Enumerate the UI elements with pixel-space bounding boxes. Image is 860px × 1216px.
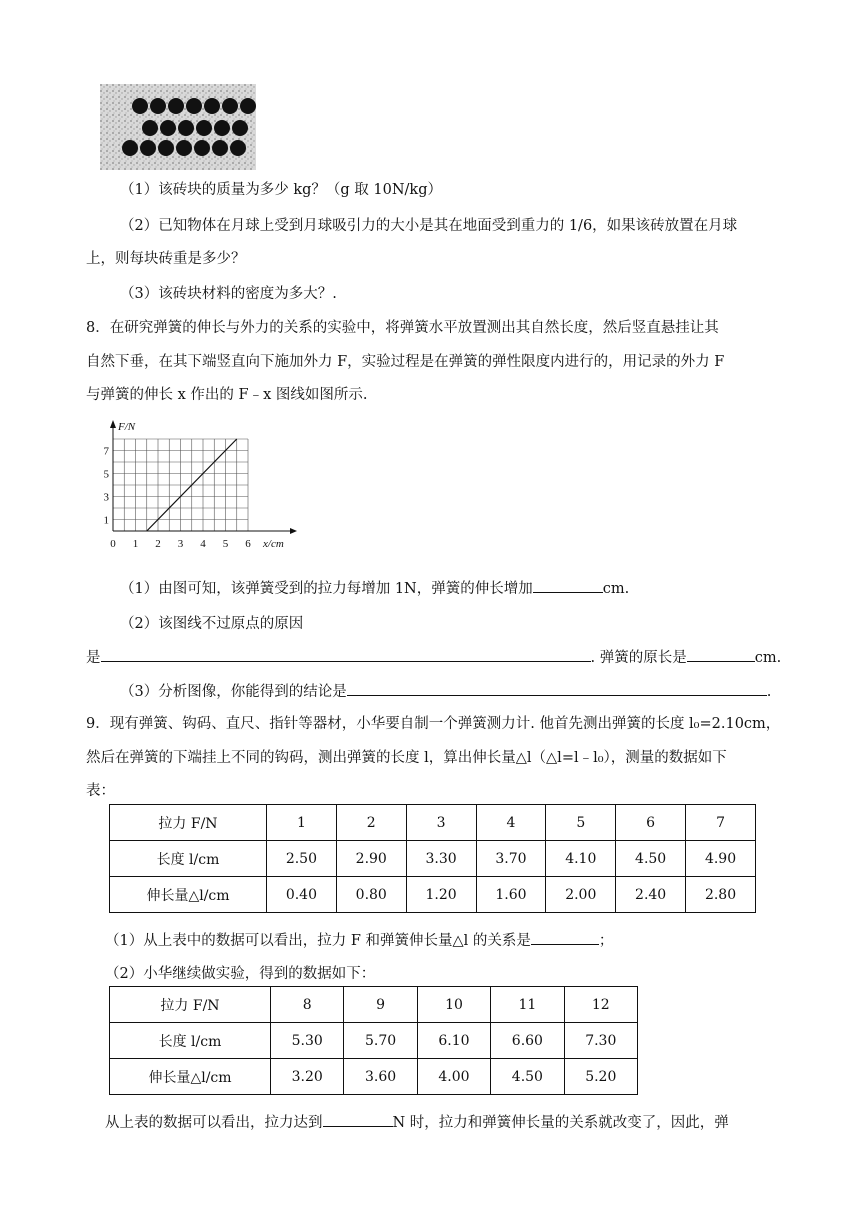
q8-sub1: （1）由图可知，该弹簧受到的拉力每增加 1N，弹簧的伸长增加 cm. [120,576,629,598]
q9-last-line: 从上表的数据可以看出，拉力达到 N 时，拉力和弹簧伸长量的关系就改变了，因此，弹 [105,1110,729,1132]
q7-sub2-line2: 上，则每块砖重是多少？ [86,251,246,267]
brick-hole [240,98,256,114]
row-header-cell: 长度 l/cm [110,841,267,877]
y-tick-label: 5 [103,468,109,481]
brick-hole [196,120,212,136]
x-tick-label: 6 [245,538,251,550]
brick-hole [142,120,158,136]
table-cell: 1.20 [406,877,476,913]
brick-hole [150,98,166,114]
table-cell: 6.60 [491,1023,564,1059]
table-cell: 5.70 [344,1023,417,1059]
y-tick-label: 3 [103,491,109,504]
table-cell: 6.10 [417,1023,490,1059]
table-cell: 6 [616,805,686,841]
brick-hole [214,120,230,136]
table-cell: 7 [686,805,756,841]
table-cell: 3.70 [476,841,546,877]
table-row [110,1023,638,1059]
table-cell: 3 [406,805,476,841]
table-cell: 1.60 [476,877,546,913]
answer-blank[interactable] [347,679,767,696]
data-table-2 [109,986,638,1095]
x-axis-label: x/cm [263,538,284,550]
brick-hole [168,98,184,114]
row-header-cell: 伸长量△l/cm [110,1059,271,1095]
brick-hole [222,98,238,114]
q9-stem-line2: 然后在弹簧的下端挂上不同的钩码，测出弹簧的长度 l，算出伸长量△l（△l=l﹣l₀），测量的数据如下 [86,750,727,766]
table-cell: 8 [271,987,344,1023]
q8-sub2-a: （2）该图线不过原点的原因 [120,616,304,632]
table-cell: 5.30 [271,1023,344,1059]
table-cell: 7.30 [564,1023,637,1059]
brick-hole [178,120,194,136]
table-cell: 0.80 [336,877,406,913]
table-cell: 4.50 [491,1059,564,1095]
y-axis-arrow [110,420,116,428]
table-row [110,987,638,1023]
brick-hole [132,98,148,114]
brick-hole [204,98,220,114]
table-cell: 3.60 [344,1059,417,1095]
x-tick-label: 5 [222,538,229,550]
table-cell: 2.80 [686,877,756,913]
table-row [110,805,756,841]
data-table-1 [109,804,756,913]
brick-hole [176,140,192,156]
q8-stem-line1: 8．在研究弹簧的伸长与外力的关系的实验中，将弹簧水平放置测出其自然长度，然后竖直悬挂让其 [86,320,719,336]
brick-hole [194,140,210,156]
q8-stem-line3: 与弹簧的伸长 x 作出的 F﹣x 图线如图所示. [86,387,368,403]
answer-blank[interactable] [533,576,603,593]
table-cell: 12 [564,987,637,1023]
table-cell: 2.40 [616,877,686,913]
brick-hole [140,140,156,156]
brick-hole [122,140,138,156]
table-cell: 4 [476,805,546,841]
q7-sub1: （1）该砖块的质量为多少 kg？（g 取 10N/kg） [120,182,442,198]
brick-hole [160,120,176,136]
answer-blank[interactable] [531,928,599,945]
row-header-cell: 拉力 F/N [110,805,267,841]
table-cell: 5 [546,805,616,841]
answer-blank[interactable] [101,645,591,662]
answer-blank[interactable] [323,1110,393,1127]
y-tick-label: 7 [103,445,109,458]
table-cell: 11 [491,987,564,1023]
table-cell: 3.30 [406,841,476,877]
row-header-cell: 长度 l/cm [110,1023,271,1059]
x-tick-label: 2 [155,538,161,550]
table-cell: 4.90 [686,841,756,877]
table-cell: 2 [336,805,406,841]
table-cell: 0.40 [267,877,337,913]
table-cell: 3.20 [271,1059,344,1095]
x-tick-label: 1 [132,538,139,550]
q8-stem-line2: 自然下垂，在其下端竖直向下施加外力 F，实验过程是在弹簧的弹性限度内进行的，用记录的外力 F [86,354,725,370]
table-cell: 4.50 [616,841,686,877]
table-row [110,877,756,913]
table-row [110,841,756,877]
brick-hole [158,140,174,156]
table-cell: 4.10 [546,841,616,877]
f-x-graph [100,418,300,552]
q8-sub3: （3）分析图像，你能得到的结论是 . [120,679,771,701]
table-cell: 2.90 [336,841,406,877]
brick-hole [212,140,228,156]
q9-stem-line1: 9．现有弹簧、钩码、直尺、指针等器材，小华要自制一个弹簧测力计. 他首先测出弹簧的长度 l₀=2.10cm， [86,716,781,732]
table-row [110,1059,638,1095]
x-tick-label: 3 [177,538,184,550]
q7-sub2-line1: （2）已知物体在月球上受到月球吸引力的大小是其在地面受到重力的 1/6，如果该砖放置在月球 [120,218,738,234]
q9-sub1: （1）从上表中的数据可以看出，拉力 F 和弹簧伸长量△l 的关系是 ； [105,928,613,950]
brick-hole [232,120,248,136]
answer-blank[interactable] [687,645,755,662]
brick-hole [186,98,202,114]
brick-image [100,84,256,170]
q8-sub2-line2: 是 . 弹簧的原长是 cm. [86,645,781,667]
x-tick-label: 4 [200,538,206,550]
y-axis-label: F/N [118,421,136,433]
table-cell: 10 [417,987,490,1023]
x-axis-arrow [290,528,297,534]
x-tick-label: 0 [110,538,116,550]
table-cell: 1 [267,805,337,841]
brick-hole [230,140,246,156]
q9-stem-line3: 表： [86,783,115,799]
table-cell: 9 [344,987,417,1023]
row-header-cell: 伸长量△l/cm [110,877,267,913]
table-cell: 5.20 [564,1059,637,1095]
table-cell: 4.00 [417,1059,490,1095]
q9-sub2: （2）小华继续做实验，得到的数据如下： [105,966,376,982]
row-header-cell: 拉力 F/N [110,987,271,1023]
q7-sub3: （3）该砖块材料的密度为多大？. [120,286,337,302]
table-cell: 2.00 [546,877,616,913]
y-tick-label: 1 [103,514,109,527]
table-cell: 2.50 [267,841,337,877]
